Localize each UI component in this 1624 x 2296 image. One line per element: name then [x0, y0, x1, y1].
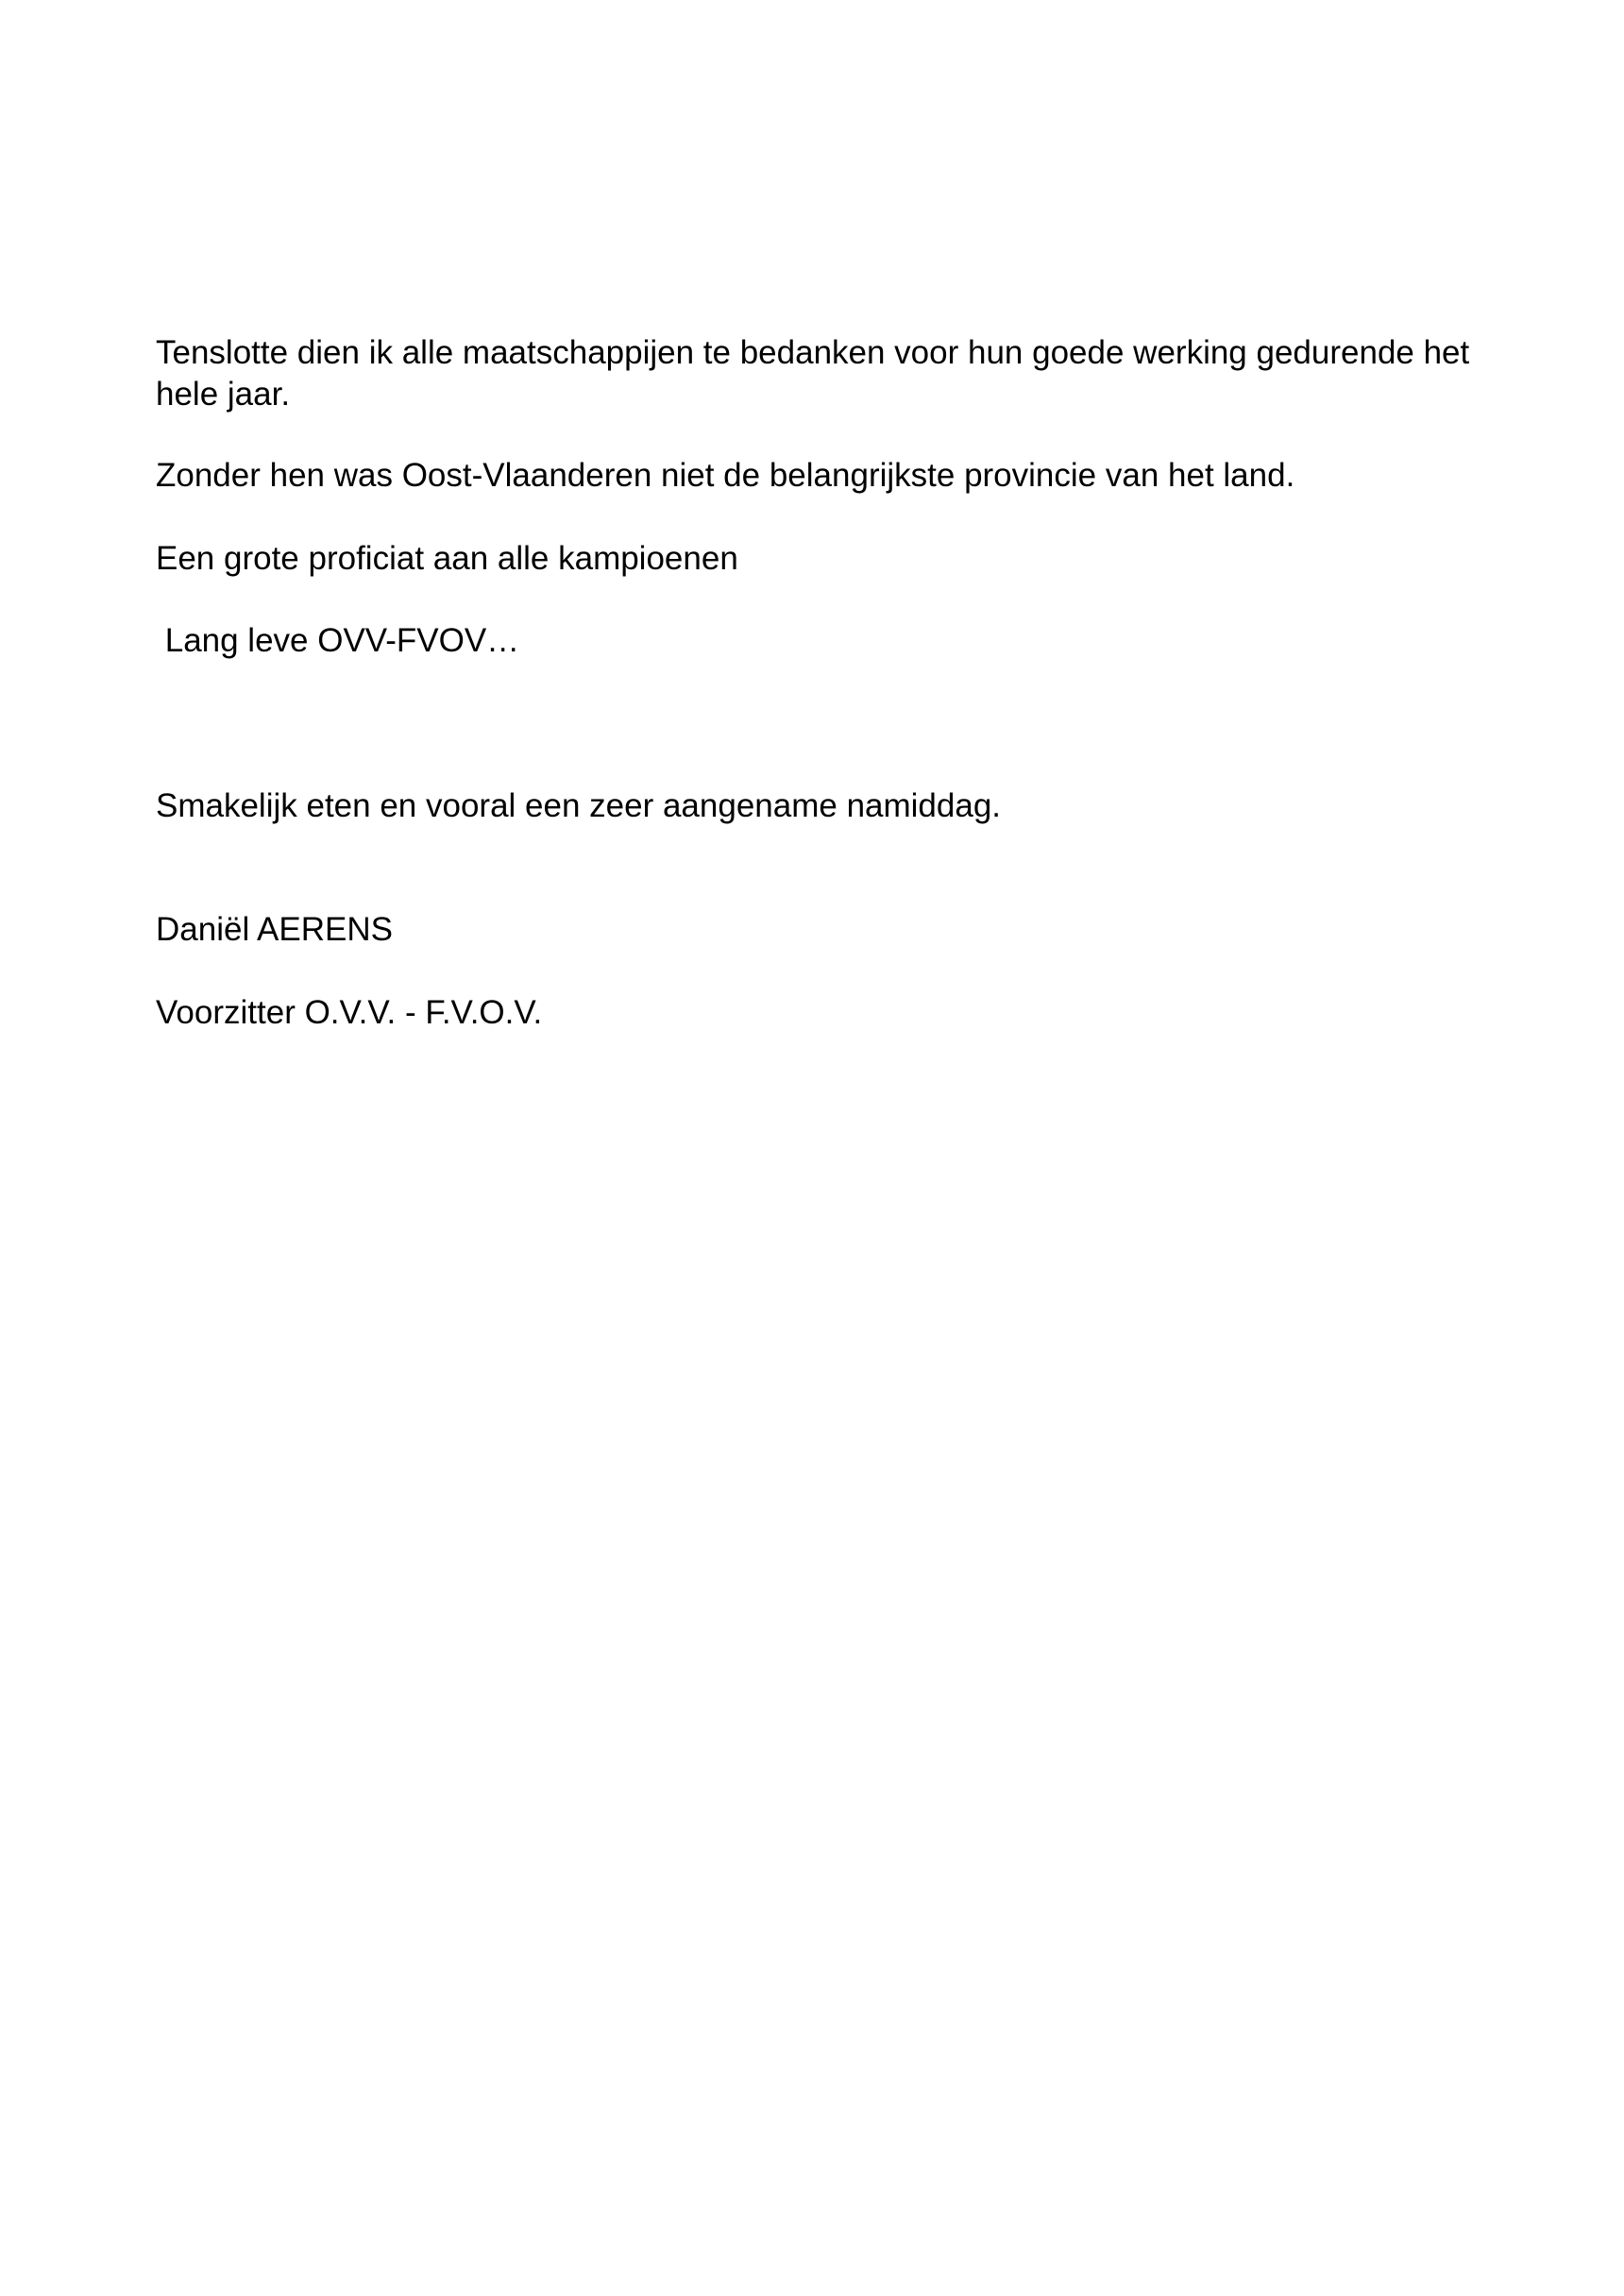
paragraph-champions: Een grote proficiat aan alle kampioenen	[156, 540, 738, 577]
paragraph-province: Zonder hen was Oost-Vlaanderen niet de belangrijkste provincie van het land.	[156, 457, 1295, 494]
signature-name: Daniël AERENS	[156, 911, 393, 948]
paragraph-enjoy-meal: Smakelijk eten en vooral een zeer aangename namiddag.	[156, 787, 1002, 824]
signature-title: Voorzitter O.V.V. - F.V.O.V.	[156, 994, 543, 1031]
paragraph-thanks: Tenslotte dien ik alle maatschappijen te bedanken voor hun goede werking gedurende het hele jaar.	[156, 334, 1470, 413]
paragraph-long-live: Lang leve OVV-FVOV…	[156, 622, 520, 659]
